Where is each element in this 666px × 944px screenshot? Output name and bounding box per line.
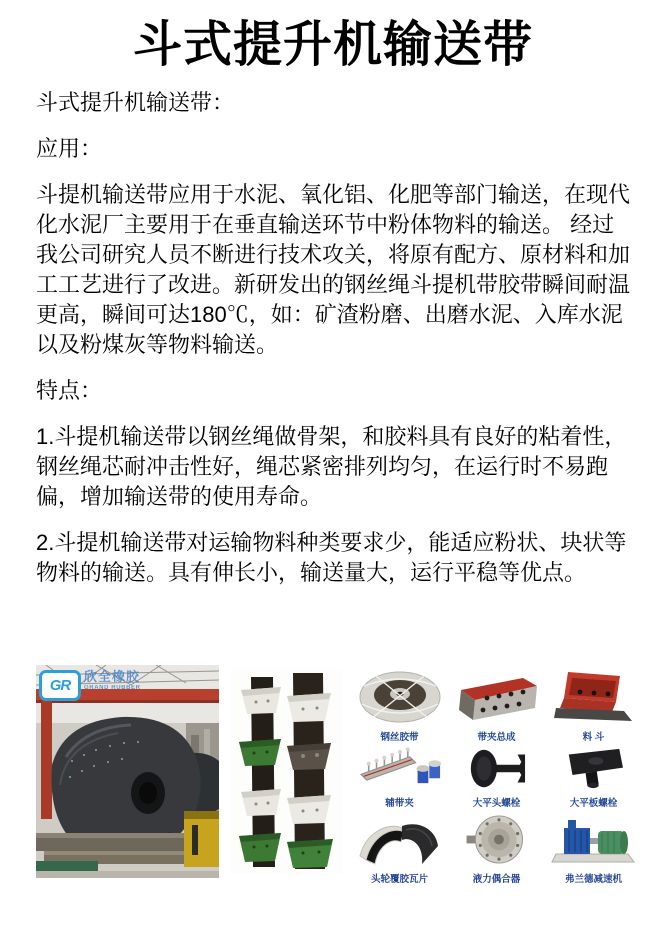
intro-label: 斗式提升机输送带： [36,90,235,115]
product-cell [448,665,545,747]
feature-item-2: 2.斗提机输送带对运输物料种类要求少，能适应粉状、块状等物料的输送。具有伸长小，输送量大，运行平稳等优点。 [36,530,627,585]
head-pulley-rubber-tile-icon [358,816,442,866]
factory-belt-roll-photo [36,665,219,878]
product-caption: 料 斗 [582,732,605,743]
brand-name-en: GRAND RUBBER [84,685,141,691]
product-caption: 钢丝胶带 [380,732,419,743]
product-caption: 液力偶合器 [472,874,521,885]
product-cell [545,747,642,813]
product-cell [351,813,448,889]
page-title: 斗式提升机输送带 [132,18,533,72]
application-heading: 应用： [36,136,103,161]
elevator-hopper-icon [554,670,634,724]
product-cell [351,747,448,813]
brand-logo [39,670,141,701]
wrapped-belt-roll-icon [358,670,442,724]
product-cell [545,813,642,889]
product-caption: 辅带夹 [385,798,414,809]
gr-logo-icon: GR [39,670,81,701]
parts-grid [351,665,642,889]
product-cell [545,665,642,747]
fluid-coupling-icon [464,813,530,866]
flender-reducer-icon [550,814,638,866]
product-gallery [36,665,642,890]
article-body [0,76,666,588]
features-heading: 特点： [36,378,103,403]
product-cell [351,665,448,747]
belt-clamp-assembly-icon [453,674,541,724]
application-paragraph: 斗提机输送带应用于水泥、氧化铝、化肥等部门输送，在现代化水泥厂主要用于在垂直输送环节中粉体物料的输送。 经过我公司研究人员不断进行技术攻关，将原有配方、原材料和加工工艺进行了改进。新研发出的钢丝绳斗提机带胶带瞬间耐温更高，瞬间可达180℃，如：矿渣粉磨、出磨水泥、入库水泥以及粉煤灰等物料输送。 [36,182,631,357]
product-caption: 头轮覆胶瓦片 [370,874,428,885]
elevator-buckets-image [231,669,343,874]
brand-name-cn: 欣全橡胶 [84,669,141,684]
product-cell [448,813,545,889]
product-cell [448,747,545,813]
feature-item-1: 1.斗提机输送带以钢丝绳做骨架，和胶料具有良好的粘着性，钢丝绳芯耐冲击性好，绳芯紧密排列均匀，在运行时不易跑偏，增加输送带的使用寿命。 [36,424,627,509]
flat-plate-bolt-icon [557,747,631,790]
product-caption: 大平头螺栓 [472,798,521,809]
elevator-buckets-photo [231,669,343,874]
flat-head-bolt-icon [461,747,533,790]
product-caption: 带夹总成 [477,732,516,743]
product-caption: 大平板螺栓 [569,798,618,809]
brand-logo-text [84,670,141,691]
product-caption: 弗兰德减速机 [564,874,622,885]
auxiliary-belt-clamp-icon [356,747,444,790]
